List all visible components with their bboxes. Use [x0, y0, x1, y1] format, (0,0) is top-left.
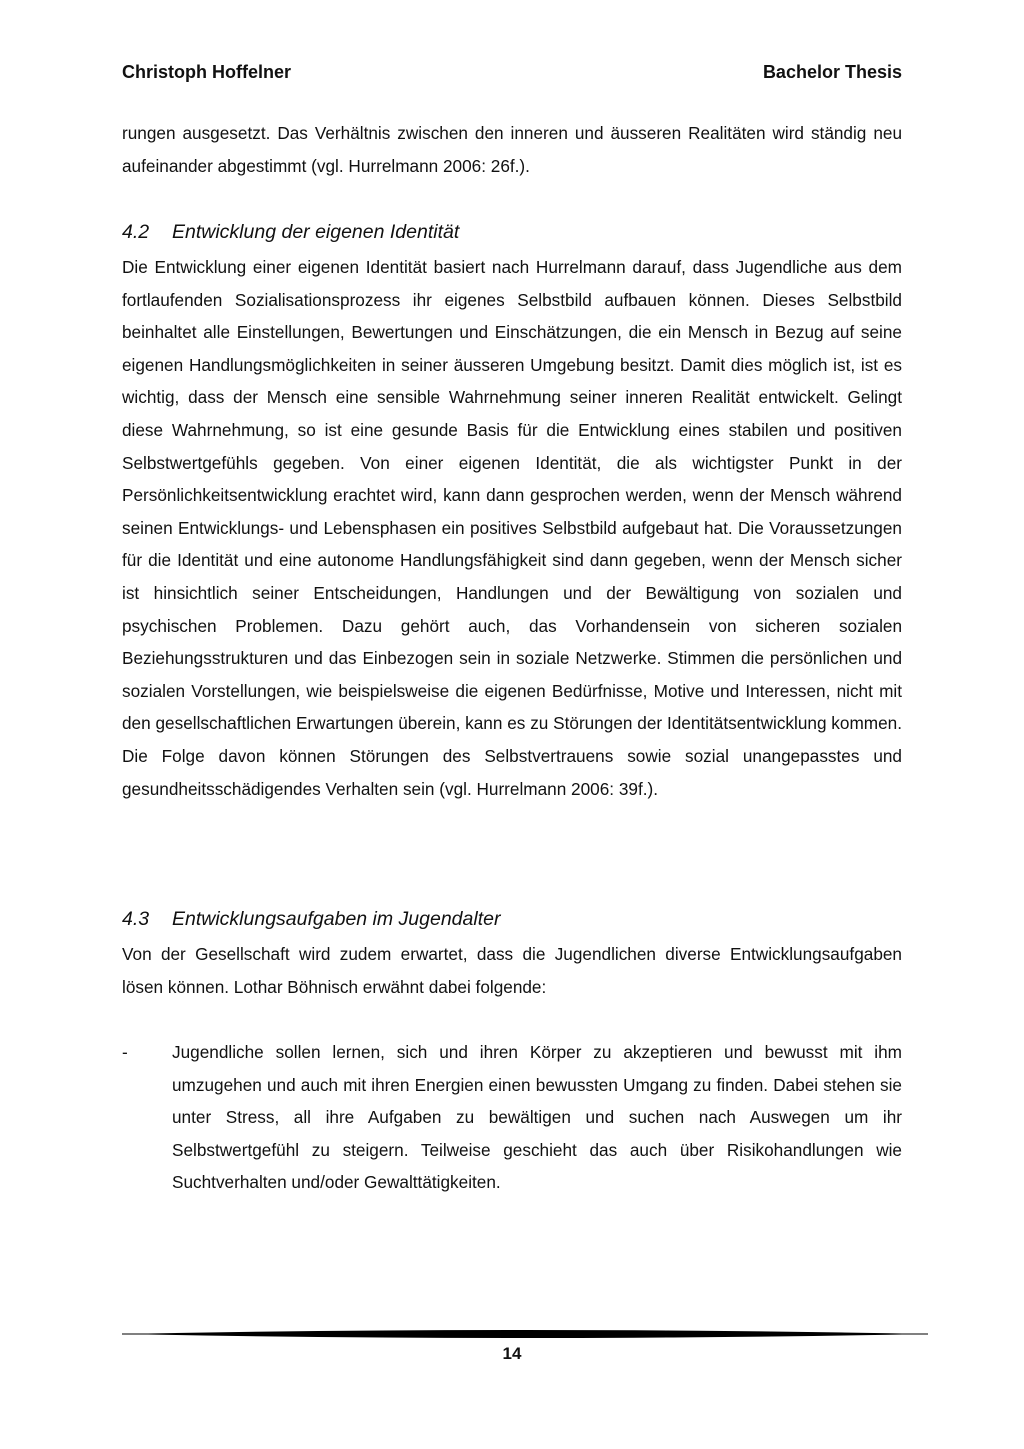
bullet-dash: - [122, 1042, 128, 1062]
page-header [122, 62, 902, 86]
section-number: 4.3 [122, 908, 150, 930]
header-author: Christoph Hoffelner [122, 62, 291, 82]
section-heading-4-2 [122, 219, 902, 245]
section-heading-4-3 [122, 906, 902, 932]
paragraph-identity: Die Entwicklung einer eigenen Identität basiert nach Hurrelmann darauf, dass Jugendliche aus dem fortlaufenden Sozialisationsprozess ihr eigenes Selbstbild aufbauen können. Dieses Selbstbild beinhaltet alle Einstellungen, Bewertungen und Einschätzungen, die ein Mensch in Bezug auf seine eigenen Handlungsmöglichkeiten in seiner äusseren Umgebung besitzt. Damit dies möglich ist, ist es wichtig, dass der Mensch eine sensible Wahrnehmung seiner inneren Realität entwickelt. Gelingt diese Wahrnehmung, so ist eine gesunde Basis für die Entwicklung eines stabilen und positiven Selbstwertgefühls gegeben. Von einer eigenen Identität, die als wichtigster Punkt in der Persönlichkeitsentwicklung erachtet wird, kann dann gesprochen werden, wenn der Mensch während seinen Entwicklungs- und Lebensphasen ein positives Selbstbild aufgebaut hat. Die Voraussetzungen für die Identität und eine autonome Handlungsfähigkeit sind dann gegeben, wenn der Mensch sicher ist hinsichtlich seiner Entscheidungen, Handlungen und der Bewältigung von sozialen und psychischen Problemen. Dazu gehört auch, das Vorhandensein von sicheren sozialen Beziehungsstrukturen und das Einbezogen sein in soziale Netzwerke. Stimmen die persönlichen und sozialen Vorstellungen, wie beispielsweise die eigenen Bedürfnisse, Motive und Interessen, nicht mit den gesellschaftlichen Erwartungen überein, kann es zu Störungen der Identitätsentwicklung kommen. Die Folge davon können Störungen des Selbstvertrauens sowie sozial unangepasstes und gesundheitsschädigendes Verhalten sein (vgl. Hurrelmann 2006: 39f.). [122, 257, 902, 799]
list-item-text: Jugendliche sollen lernen, sich und ihren Körper zu akzeptieren und bewusst mit ihm umzugehen und auch mit ihren Energien einen bewussten Umgang zu finden. Dabei stehen sie unter Stress, all ihre Aufgaben zu bewältigen und suchen nach Auswegen um ihr Selbstwertgefühl zu steigern. Teilweise geschieht das auch über Risikohandlungen wie Suchtverhalten und/oder Gewalttätigkeiten. [172, 1042, 902, 1193]
section-title: Entwicklungsaufgaben im Jugendalter [172, 908, 501, 930]
section-number: 4.2 [122, 221, 150, 243]
list-item [122, 1036, 902, 1199]
paragraph-continuation: rungen ausgesetzt. Das Verhältnis zwischen den inneren und äusseren Realitäten wird ständig neu aufeinander abgestimmt (vgl. Hurrelmann 2006: 26f.). [122, 123, 902, 176]
page-number: 14 [502, 1344, 522, 1363]
section-title: Entwicklung der eigenen Identität [172, 221, 460, 243]
footer-rule [122, 1327, 928, 1341]
header-doc-type: Bachelor Thesis [762, 62, 902, 82]
paragraph-tasks-intro: Von der Gesellschaft wird zudem erwartet, dass die Jugendlichen diverse Entwicklungsaufgaben lösen können. Lothar Böhnisch erwähnt dabei folgende: [122, 944, 902, 997]
